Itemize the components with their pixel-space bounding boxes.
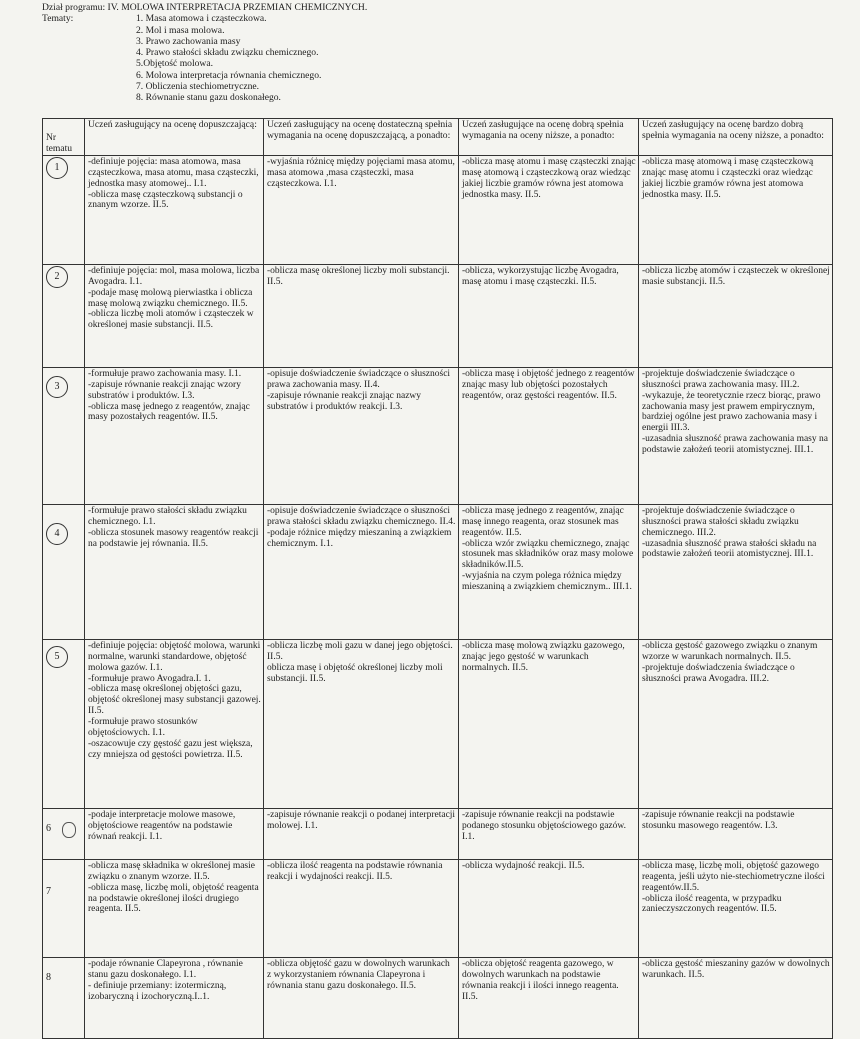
- table-cell: -oblicza liczbę atomów i cząsteczek w określonej masie substancji. II.5.: [639, 264, 833, 367]
- table-cell: -oblicza masę określonej liczby moli substancji. II.5.: [264, 264, 459, 367]
- table-header-row: [43, 119, 833, 156]
- table-cell: -opisuje doświadczenie świadczące o słuszności prawa zachowania masy. II.4. -zapisuje równanie reakcji znając nazwy substratów i produktów reakcji. I.3.: [264, 367, 459, 504]
- department-title: Dział programu: IV. MOLOWA INTERPRETACJA PRZEMIAN CHEMICZNYCH.: [42, 2, 368, 13]
- table-cell: -oblicza gęstość gazowego związku o znanym wzorze w warunkach normalnych. II.5. -projektuje doświadczenia świadczące o słuszności prawa Avogadra. III.2.: [639, 639, 833, 808]
- table-cell: -definiuje pojęcia: mol, masa molowa, liczba Avogadra. I.1. -podaje masę molową pierwiastka i oblicza masę molową związku chemicznego. II.5. -oblicza liczbę moli atomów i cząsteczek w określonej masie substancji. II.5.: [85, 264, 264, 367]
- table-cell: -formułuje prawo stałości składu związku chemicznego. I.1. -oblicza stosunek masowy reagentów reakcji na podstawie jej równania. II.5.: [85, 504, 264, 639]
- topic-item: 7. Obliczenia stechiometryczne.: [136, 81, 260, 93]
- topic-number-cell: [43, 155, 85, 264]
- table-cell: -podaje równanie Clapeyrona , równanie stanu gazu doskonałego. I.1. - definiuje przemiany: izotermiczną, izobaryczną i izochoryczną.I..1.: [85, 957, 264, 1038]
- topic-number-cell: [43, 367, 85, 504]
- table-cell: -oblicza gęstość mieszaniny gazów w dowolnych warunkach. II.5.: [639, 957, 833, 1038]
- topic-number-cell: [43, 957, 85, 1038]
- table-cell: -projektuje doświadczenie świadczące o słuszności prawa zachowania masy. III.2. -wykazuje, że teoretycznie rzecz biorąc, prawo zachowania masy jest prawem empirycznym, bardziej ogólne jest prawo zachowania masy i energii III.3. -uzasadnia słuszność prawa zachowania masy na podstawie założeń teorii atomistycznej. III.1.: [639, 367, 833, 504]
- table-cell: -oblicza liczbę moli gazu w danej jego objętości. II.5. oblicza masę i objętość określonej liczby moli substancji. II.5.: [264, 639, 459, 808]
- topic-item: 1. Masa atomowa i cząsteczkowa.: [136, 13, 267, 25]
- pen-mark: [62, 822, 76, 838]
- table-cell: -podaje interpretacje molowe masowe, objętościowe reagentów na podstawie równań reakcji. I.1.: [85, 808, 264, 859]
- table-cell: -oblicza masę atomową i masę cząsteczkową znając masę atomu i cząsteczki oraz wiedząc jakiej liczbie gramów równa jest atomowa jednostka masy. II.5.: [639, 155, 833, 264]
- topic-number: 4: [46, 523, 68, 545]
- table-row: [43, 367, 833, 504]
- header-grade-very-good: Uczeń zasługujący na ocenę bardzo dobrą spełnia wymagania na oceny niższe, a ponadto:: [639, 119, 833, 156]
- table-row: [43, 859, 833, 957]
- topic-number-cell: [43, 639, 85, 808]
- table-cell: -projektuje doświadczenie świadczące o słuszności prawa stałości składu związku chemicznego. III.2. -uzasadnia słuszność prawa stałości składu na podstawie założeń teorii atomistycznej. III.1.: [639, 504, 833, 639]
- topic-number-cell: [43, 859, 85, 957]
- topic-item: 3. Prawo zachowania masy: [136, 35, 241, 47]
- table-cell: -zapisuje równanie reakcji na podstawie stosunku masowego reagentów. I.3.: [639, 808, 833, 859]
- topic-number: 1: [46, 157, 68, 179]
- topic-number: 7: [46, 885, 51, 897]
- topic-number: 8: [46, 971, 51, 983]
- table-row: [43, 957, 833, 1038]
- table-cell: -oblicza masę, liczbę moli, objętość gazowego reagenta, jeśli użyto nie-stechiometryczne ilości reagentów.II.5. -oblicza ilość reagenta, w przypadku zanieczyszczonych reagentów. II.5.: [639, 859, 833, 957]
- topic-number-cell: [43, 264, 85, 367]
- table-row: [43, 639, 833, 808]
- table-cell: -oblicza ilość reagenta na podstawie równania reakcji i wydajności reakcji. II.5.: [264, 859, 459, 957]
- table-row: [43, 504, 833, 639]
- header-nr: Nr tematu: [43, 119, 85, 156]
- table-cell: -oblicza masę atomu i masę cząsteczki znając masę atomową i cząsteczkową oraz wiedząc jakiej liczbie gramów równa jest atomowa jednostka masy. II.5.: [459, 155, 639, 264]
- table-row: [43, 155, 833, 264]
- table-cell: -oblicza, wykorzystując liczbę Avogadra, masę atomu i masę cząsteczki. II.5.: [459, 264, 639, 367]
- requirements-table: [42, 118, 833, 1039]
- header-grade-good: Uczeń zasługujące na ocenę dobrą spełnia wymagania na oceny niższe, a ponadto:: [459, 119, 639, 156]
- topic-item: 2. Mol i masa molowa.: [136, 24, 225, 36]
- table-cell: -definiuje pojęcia: objętość molowa, warunki normalne, warunki standardowe, objętość molowa gazów. I.1. -formułuje prawo Avogadra.I. 1. -oblicza masę określonej objętości gazu, objętość określonej masy substancji gazowej. II.5. -formułuje prawo stosunków objętościowych. I.1. -oszacowuje czy gęstość gazu jest większa, czy mniejsza od gęstości powietrza. II.5.: [85, 639, 264, 808]
- header-grade-satisfactory: Uczeń zasługujący na ocenę dostateczną spełnia wymagania na ocenę dopuszczającą, a ponadto:: [264, 119, 459, 156]
- table-cell: -opisuje doświadczenie świadczące o słuszności prawa stałości składu związku chemicznego. II.4. -podaje różnice między mieszaniną a związkiem chemicznym. I.1.: [264, 504, 459, 639]
- table-cell: -definiuje pojęcia: masa atomowa, masa cząsteczkowa, masa atomu, masa cząsteczki, jednostka masy atomowej.. I.1. -oblicza masę cząsteczkową substancji o znanym wzorze. II.5.: [85, 155, 264, 264]
- table-cell: -formułuje prawo zachowania masy. I.1. -zapisuje równanie reakcji znając wzory substratów i produktów. I.3. -oblicza masę jednego z reagentów, znając masy pozostałych reagentów. II.5.: [85, 367, 264, 504]
- table-cell: -zapisuje równanie reakcji na podstawie podanego stosunku objętościowego gazów. I.1.: [459, 808, 639, 859]
- table-cell: -oblicza masę składnika w określonej masie związku o znanym wzorze. II.5. -oblicza masę, liczbę moli, objętość reagenta na podstawie określonej ilości drugiego reagenta. II.5.: [85, 859, 264, 957]
- table-cell: -wyjaśnia różnicę między pojęciami masa atomu, masa atomowa ,masa cząsteczki, masa cząsteczkowa. I.1.: [264, 155, 459, 264]
- header-grade-sufficient: Uczeń zasługujący na ocenę dopuszczającą:: [85, 119, 264, 156]
- topic-number: 5: [46, 646, 68, 668]
- table-cell: -zapisuje równanie reakcji o podanej interpretacji molowej. I.1.: [264, 808, 459, 859]
- topic-item: 8. Równanie stanu gazu doskonałego.: [136, 92, 281, 104]
- topics-list: [136, 13, 321, 103]
- topic-item: 6. Molowa interpretacja równania chemicznego.: [136, 69, 322, 81]
- topic-item: 5.Objętość molowa.: [136, 58, 214, 70]
- table-cell: -oblicza masę i objętość jednego z reagentów znając masy lub objętości pozostałych reagentów, oraz gęstości reagentów. II.5.: [459, 367, 639, 504]
- topic-number-cell: [43, 504, 85, 639]
- table-cell: -oblicza masę molową związku gazowego, znając jego gęstość w warunkach normalnych. II.5.: [459, 639, 639, 808]
- table-cell: -oblicza masę jednego z reagentów, znając masę innego reagenta, oraz stosunek mas reagentów. II.5. -oblicza wzór związku chemicznego, znając stosunek mas składników oraz masy molowe składników.II.5. -wyjaśnia na czym polega różnica między mieszaniną a związkiem chemicznym.. III.1.: [459, 504, 639, 639]
- table-cell: -oblicza objętość reagenta gazowego, w dowolnych warunkach na podstawie równania reakcji i ilości innego reagenta. II.5.: [459, 957, 639, 1038]
- topic-item: 4. Prawo stałości składu związku chemicznego.: [136, 47, 319, 59]
- topics-label: Tematy:: [42, 13, 74, 25]
- table-cell: -oblicza wydajność reakcji. II.5.: [459, 859, 639, 957]
- table-cell: -oblicza objętość gazu w dowolnych warunkach z wykorzystaniem równania Clapeyrona i równania stanu gazu doskonałego. II.5.: [264, 957, 459, 1038]
- topic-number: 3: [46, 376, 68, 398]
- document-header: [42, 2, 842, 104]
- topic-number: 6: [46, 822, 51, 834]
- topic-number: 2: [46, 266, 68, 288]
- table-row: [43, 264, 833, 367]
- table-row: [43, 808, 833, 859]
- topics-block: [42, 13, 842, 103]
